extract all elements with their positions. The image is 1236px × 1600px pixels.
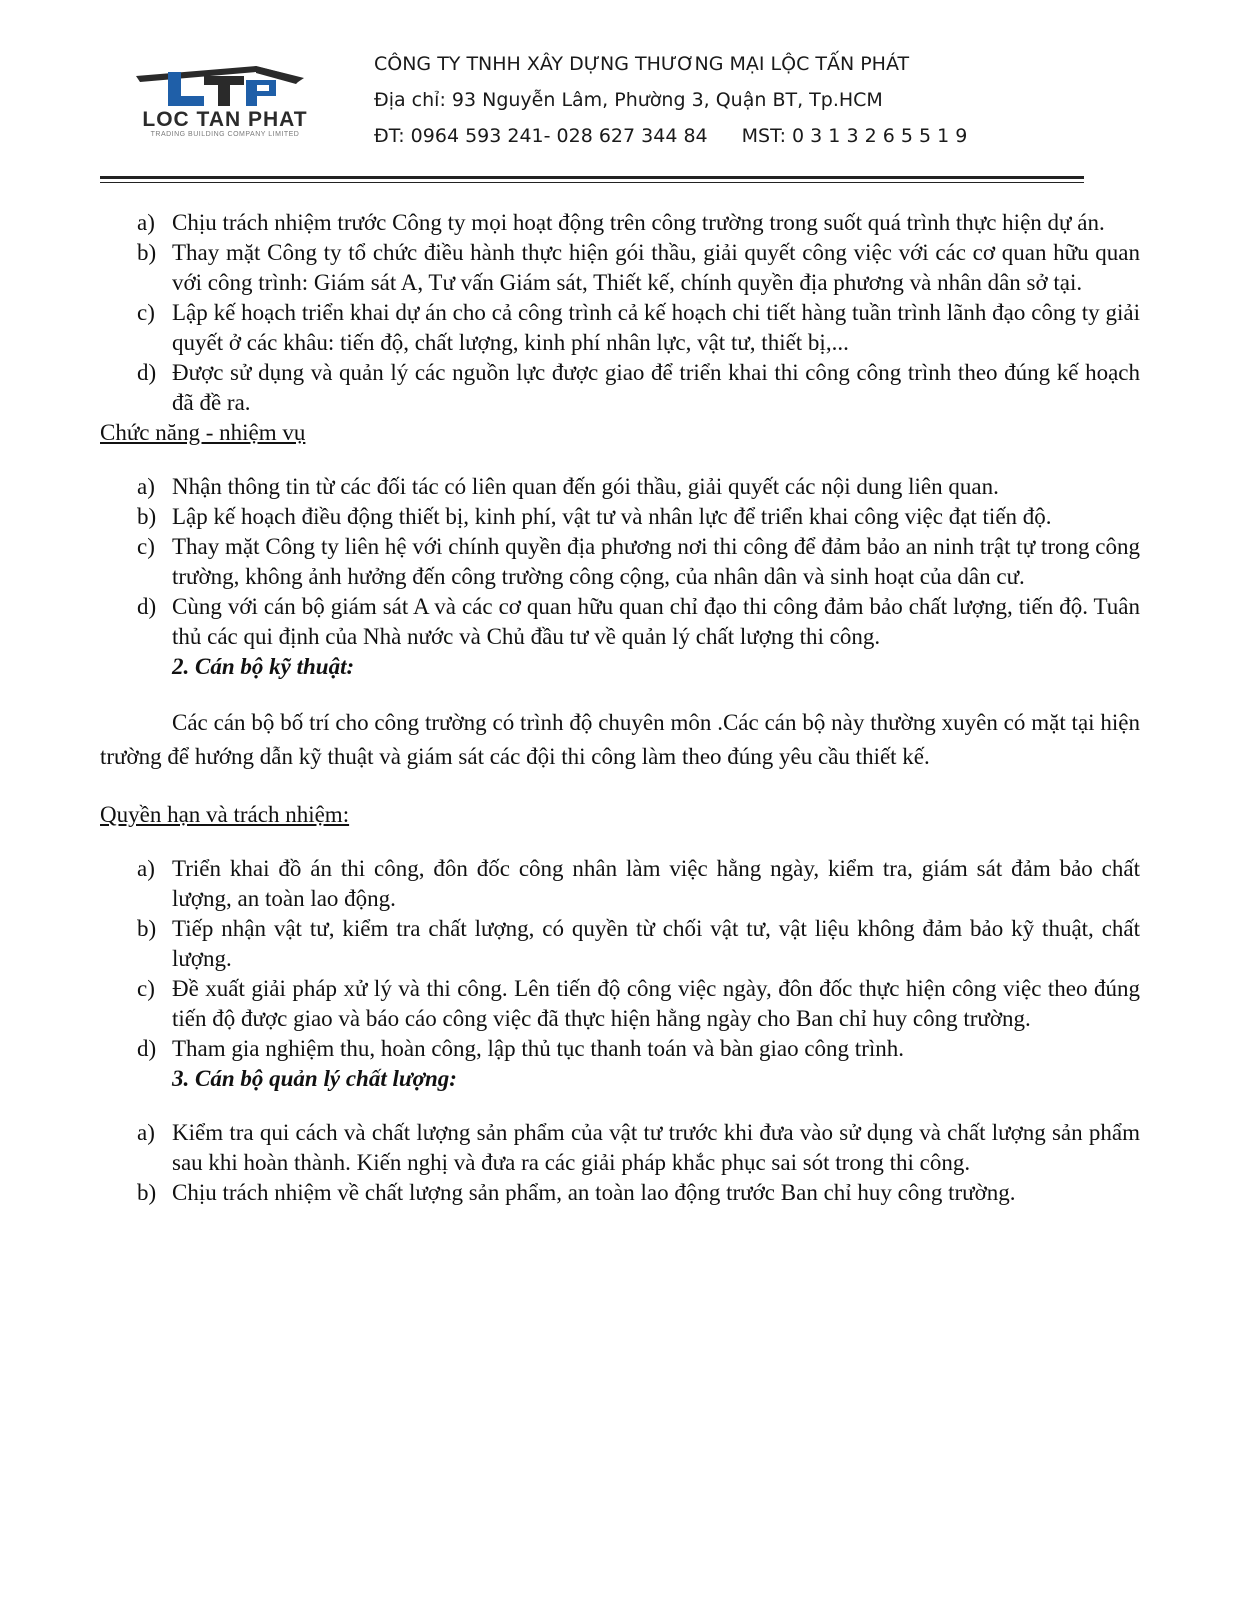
header-divider-thin <box>100 182 1084 183</box>
section-heading-authority: Quyền hạn và trách nhiệm: <box>100 802 350 827</box>
list-item: b) Thay mặt Công ty tổ chức điều hành thực hiện gói thầu, giải quyết công việc với các cơ quan hữu quan với công trình: Giám sát A, Tư vấn Giám sát, Thiết kế, chính quyền địa phương và nhân dân sở tại. <box>137 240 1140 295</box>
list-item: d) Tham gia nghiệm thu, hoàn công, lập thủ tục thanh toán và bàn giao công trình. <box>137 1036 904 1061</box>
section-title-technical-staff: 2. Cán bộ kỹ thuật: <box>172 654 355 679</box>
list-item: c) Lập kế hoạch triển khai dự án cho cả công trình cả kế hoạch chi tiết hàng tuần trình lãnh đạo công ty giải quyết ở các khâu: tiến độ, chất lượng, kinh phí nhân lực, vật tư, thiết bị,... <box>137 300 1140 355</box>
quality-list <box>100 1118 1140 1208</box>
technical-staff-paragraph: Các cán bộ bố trí cho công trường có trình độ chuyên môn .Các cán bộ này thường xuyên có mặt tại hiện trường để hướng dẫn kỹ thuật và giám sát các đội thi công làm theo đúng yêu cầu thiết kế. <box>100 710 1140 769</box>
list-item: c) Đề xuất giải pháp xử lý và thi công. Lên tiến độ công việc ngày, đôn đốc thực hiện công việc theo đúng tiến độ được giao và báo cáo công việc đã thực hiện hằng ngày cho Ban chỉ huy công trường. <box>137 976 1140 1031</box>
authority-list <box>100 854 1140 1064</box>
list-item: a) Triển khai đồ án thi công, đôn đốc công nhân làm việc hằng ngày, kiểm tra, giám sát đảm bảo chất lượng, an toàn lao động. <box>137 856 1140 911</box>
company-address: Địa chỉ: 93 Nguyễn Lâm, Phường 3, Quận BT, Tp.HCM <box>374 89 883 111</box>
header-divider-thick <box>100 176 1084 179</box>
section-heading-functions: Chức năng - nhiệm vụ <box>100 420 306 445</box>
responsibility-list <box>100 208 1140 418</box>
list-item: b) Tiếp nhận vật tư, kiểm tra chất lượng, có quyền từ chối vật tư, vật liệu không đảm bảo kỹ thuật, chất lượng. <box>137 916 1140 971</box>
list-item: a) Nhận thông tin từ các đối tác có liên quan đến gói thầu, giải quyết các nội dung liên quan. <box>137 474 999 499</box>
company-phone: ĐT: 0964 593 241- 028 627 344 84 <box>374 125 708 147</box>
list-item: c) Thay mặt Công ty liên hệ với chính quyền địa phương nơi thi công để đảm bảo an ninh trật tự trong công trường, không ảnh hưởng đến công trường công cộng, của nhân dân và sinh hoạt của dân cư. <box>137 534 1140 589</box>
section-title-quality-staff: 3. Cán bộ quản lý chất lượng: <box>172 1066 457 1091</box>
list-item: d) Cùng với cán bộ giám sát A và các cơ quan hữu quan chỉ đạo thi công đảm bảo chất lượng, tiến độ. Tuân thủ các qui định của Nhà nước và Chủ đầu tư về quản lý chất lượng thi công. <box>137 594 1140 649</box>
list-item: a) Kiểm tra qui cách và chất lượng sản phẩm của vật tư trước khi đưa vào sử dụng và chất lượng sản phẩm sau khi hoàn thành. Kiến nghị và đưa ra các giải pháp khắc phục sai sót trong thi công. <box>137 1120 1140 1175</box>
list-item: d) Được sử dụng và quản lý các nguồn lực được giao để triển khai thi công công trình theo đúng kế hoạch đã đề ra. <box>137 360 1140 415</box>
logo-text: LOC TAN PHAT <box>142 108 308 131</box>
company-contact <box>374 122 967 158</box>
list-item: b) Chịu trách nhiệm về chất lượng sản phẩm, an toàn lao động trước Ban chỉ huy công trường. <box>137 1180 1016 1205</box>
company-tax-code: MST: 0 3 1 3 2 6 5 5 1 9 <box>741 125 968 147</box>
company-info <box>374 50 967 158</box>
company-name: CÔNG TY TNHH XÂY DỰNG THƯƠNG MẠI LỘC TẤN PHÁT <box>374 53 910 75</box>
logo-subtext: TRADING BUILDING COMPANY LIMITED <box>150 131 300 138</box>
house-logo-icon <box>106 62 340 112</box>
list-item: a) Chịu trách nhiệm trước Công ty mọi hoạt động trên công trường trong suốt quá trình thực hiện dự án. <box>137 210 1105 235</box>
document-body <box>100 208 1140 1208</box>
company-logo <box>106 62 340 142</box>
functions-list <box>100 472 1140 652</box>
letterhead <box>0 0 1236 190</box>
list-item: b) Lập kế hoạch điều động thiết bị, kinh phí, vật tư và nhân lực để triển khai công việc đạt tiến độ. <box>137 504 1052 529</box>
